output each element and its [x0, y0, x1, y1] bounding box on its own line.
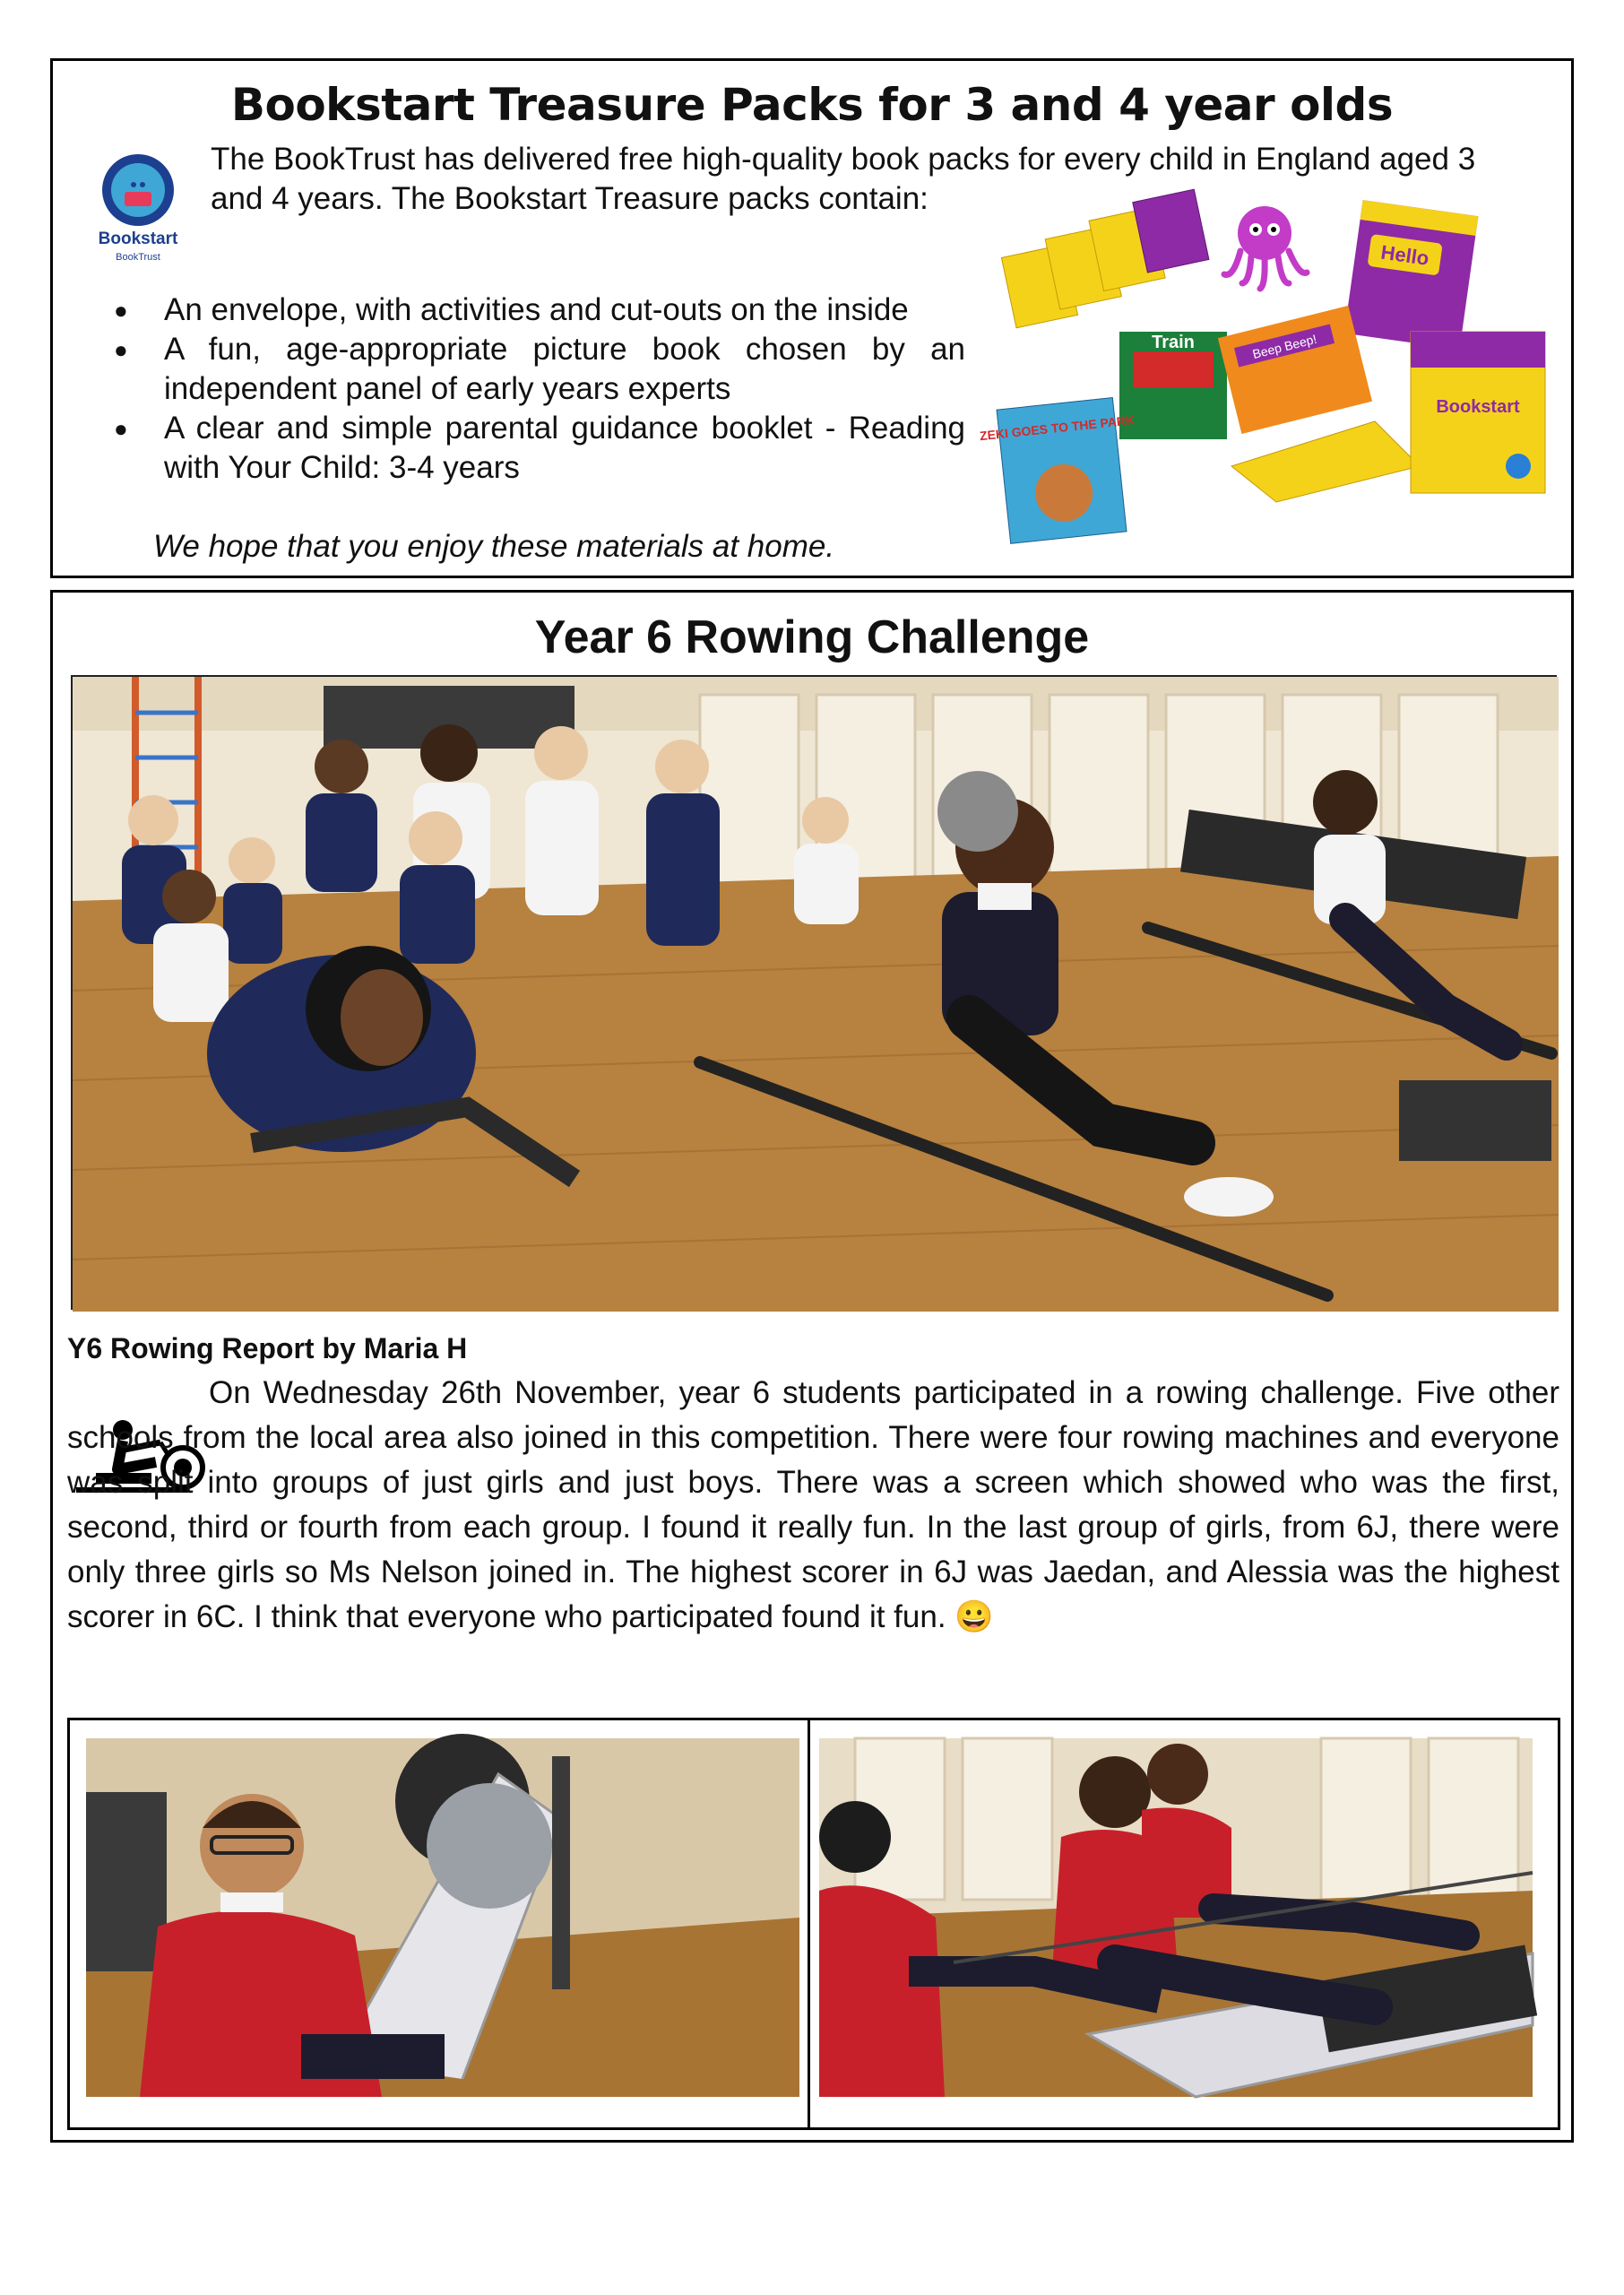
pack-hello: Hello: [1379, 240, 1430, 270]
pack-train: Train: [1152, 333, 1195, 352]
bookstart-title: Bookstart Treasure Packs for 3 and 4 year olds: [230, 79, 1394, 131]
rowing-photo-girls: [819, 1738, 1533, 2097]
bookstart-logo: [89, 151, 187, 265]
closing-note: We hope that you enjoy these materials at home.: [153, 529, 835, 564]
pack-beep: Beep Beep!: [1250, 331, 1318, 362]
photo-frame: [67, 1718, 1560, 2130]
list-item: ● An envelope, with activities and cut-outs on the inside: [114, 290, 965, 330]
pack-contents-list: [114, 290, 965, 488]
rowing-title: Year 6 Rowing Challenge: [534, 611, 1090, 663]
bookstart-section: [50, 58, 1574, 578]
photo-divider: [808, 1720, 810, 2127]
logo-name: Bookstart: [98, 230, 178, 248]
report-paragraph: On Wednesday 26th November, year 6 students participated in a rowing challenge. Five other schools from the local area also joined in this competition. There were four rowing machines and everyone was split into groups of just girls and just boys. There was a screen which showed who was the first, second, third or fourth from each group. I found it really fun. In the last group of girls, from 6J, there were only three girls so Ms Nelson joined in. The highest scorer in 6J was Jaedan, and Alessia was the highest scorer in 6C. I think that everyone who participated found it fun. 😀: [67, 1375, 1559, 1634]
rowing-photo-boy: [86, 1738, 799, 2097]
pack-zeki: ZEKI GOES TO THE PARK: [979, 412, 1136, 444]
intro-line-2: and 4 years. The Bookstart Treasure packs contain:: [211, 181, 929, 216]
report-title: Y6 Rowing Report by Maria H: [67, 1332, 468, 1364]
logo-sub: BookTrust: [116, 252, 160, 263]
list-item: ● A fun, age-appropriate picture book chosen by an independent panel of early years experts: [114, 330, 965, 409]
rowing-hall-photo: [71, 675, 1557, 1310]
list-item: ● A clear and simple parental guidance booklet - Reading with Your Child: 3-4 years: [114, 409, 965, 488]
pack-bookstart: Bookstart: [1436, 397, 1520, 417]
rowing-report-text: [67, 1371, 1559, 1640]
rowing-section: [50, 590, 1574, 2143]
intro-line-1: The BookTrust has delivered free high-quality book packs for every child in England aged 3: [211, 142, 1476, 177]
treasure-pack-image: [979, 197, 1554, 556]
